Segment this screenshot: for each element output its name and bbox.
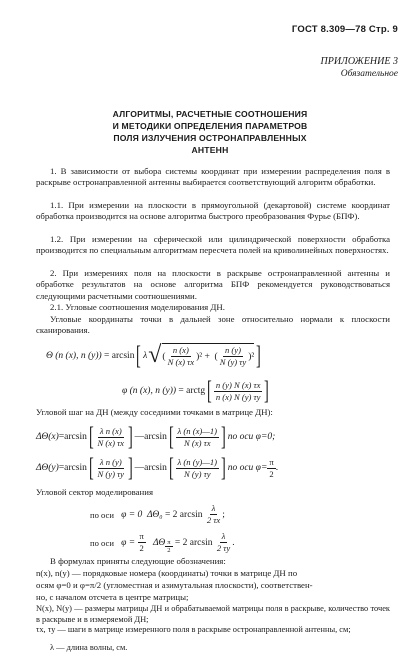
def-N: N(x), N(y) — размеры матрицы ДН и обрабатываемой матрицы поля в раскрыве, количество точек в раскрыве и в измеряемой ДН;	[36, 604, 390, 624]
doc-title-line-3: ПОЛЯ ИЗЛУЧЕНИЯ ОСТРОНАПРАВЛЕННЫХ	[113, 133, 307, 143]
def-n: n(x), n(y) — порядковые номера (координаты) точки в матрице ДН по	[36, 568, 298, 578]
formula-dtheta-x: ΔΘ(x) = arcsin [ $\frac{\text{λ n (x)}}{N (x) \tau x}$ ] — arcsin [ $\frac{\lambda (n (x)—1)}{N (x) \tau x}$ ] по оси φ=0;	[36, 422, 276, 451]
formula-dtheta-y: ΔΘ(y) = arcsin [ $\frac{\text{λ n (y)}}{N (y) \tau y}$ ] — arcsin [ $\frac{\lambda (n (y)—1)}{N (y) \tau y}$ ] по оси φ= $\frac{\pi}{2}$ .	[36, 453, 279, 482]
paragraph-1-1: 1.1. При измерении на плоскости в прямоугольной (декартовой) системе координат обработка производится на основе алгоритма быстрого преобразования Фурье (БПФ).	[36, 200, 390, 222]
frac-atan: $\frac{n (y) N (x) \tau x}{n (x) N (y) \tau y}$	[215, 379, 261, 402]
frac-x: $\frac{n (x)}{N (x) \tau x}$	[167, 345, 195, 367]
formulas-intro: В формулах приняты следующие обозначения:	[50, 556, 226, 566]
bracket-left: [	[136, 340, 142, 370]
sqrt-body: ( $\frac{n (x)}{N (x) \tau x}$ )² + ( $\frac{n (y)}{N (y) \tau y}$ )²	[162, 345, 255, 367]
paragraph-2: 2. При измерениях поля на плоскости в раскрыве остронаправленной антенны и обработке результатов на основе алгоритма БПФ рекомендуется руководствоваться следующими расчетными соотношениями.	[36, 268, 390, 301]
step-label: Угловой шаг на ДН (между соседними точками в матрице ДН):	[36, 407, 273, 417]
paragraph-1: 1. В зависимости от выбора системы координат при измерении распределения поля в раскрыве остронаправленной антенны выбирается соответствующий алгоритм обработки.	[36, 166, 390, 188]
formula-theta: Θ (n (x), n (y)) = arcsin [ λ √ ( $\frac{n (x)}{N (x) \tau x}$ )² + ( $\frac{n (y)}{N (y) \tau y}$ )² ]	[46, 340, 261, 370]
formula-sector-x: по оси φ = 0 ΔΘ₀ = 2 arcsin $\frac{\lambda}{2 \tau x}$ ;	[90, 503, 225, 525]
formula-phi: φ (n (x), n (y)) = arctg [ $\frac{n (y) N (x) \tau x}{n (x) N (y) \tau y}$ ]	[122, 376, 270, 405]
def-n-2: осям φ=0 и φ=π/2 (угломестная и азимутальная плоскости), соответствен-	[36, 580, 313, 590]
def-tau: τx, τy — шаги в матрице измеренного поля в раскрыве остронаправленной антенны, см;	[36, 625, 351, 634]
def-lambda: λ — длина волны, см.	[50, 643, 128, 652]
doc-title-line-2: И МЕТОДИКИ ОПРЕДЕЛЕНИЯ ПАРАМЕТРОВ	[112, 121, 308, 131]
bracket-right: ]	[256, 340, 261, 370]
appendix-title: ПРИЛОЖЕНИЕ 3	[320, 56, 398, 67]
formula-sector-y: по оси φ = $\frac{\pi}{2}$ ΔΘ $\frac{\pi}{2}$ = 2 arcsin $\frac{\lambda}{2 \tau y}$ .	[90, 531, 235, 554]
appendix-status: Обязательное	[340, 69, 398, 79]
paragraph-2-1: 2.1. Угловые соотношения моделирования ДН.	[50, 302, 225, 312]
frac-y: $\frac{n (y)}{N (y) \tau y}$	[219, 345, 247, 367]
sqrt-sign: √	[148, 342, 162, 368]
def-n-3: но, с началом отсчета в центре матрицы;	[36, 592, 189, 602]
paragraph-1-2: 1.2. При измерении на сферической или цилиндрической поверхности обработка производится по специальным алгоритмам пересчета полей на криволинейных поверхностях.	[36, 234, 390, 256]
sector-label: Угловой сектор моделирования	[36, 487, 153, 497]
doc-title-line-1: АЛГОРИТМЫ, РАСЧЕТНЫЕ СООТНОШЕНИЯ	[112, 109, 308, 119]
paragraph-2-1-coords: Угловые координаты точки в дальней зоне относительно нормали к плоскости сканирования.	[36, 314, 390, 336]
standard-header: ГОСТ 8.309—78 Стр. 9	[291, 24, 398, 35]
doc-title-line-4: АНТЕНН	[191, 145, 229, 155]
